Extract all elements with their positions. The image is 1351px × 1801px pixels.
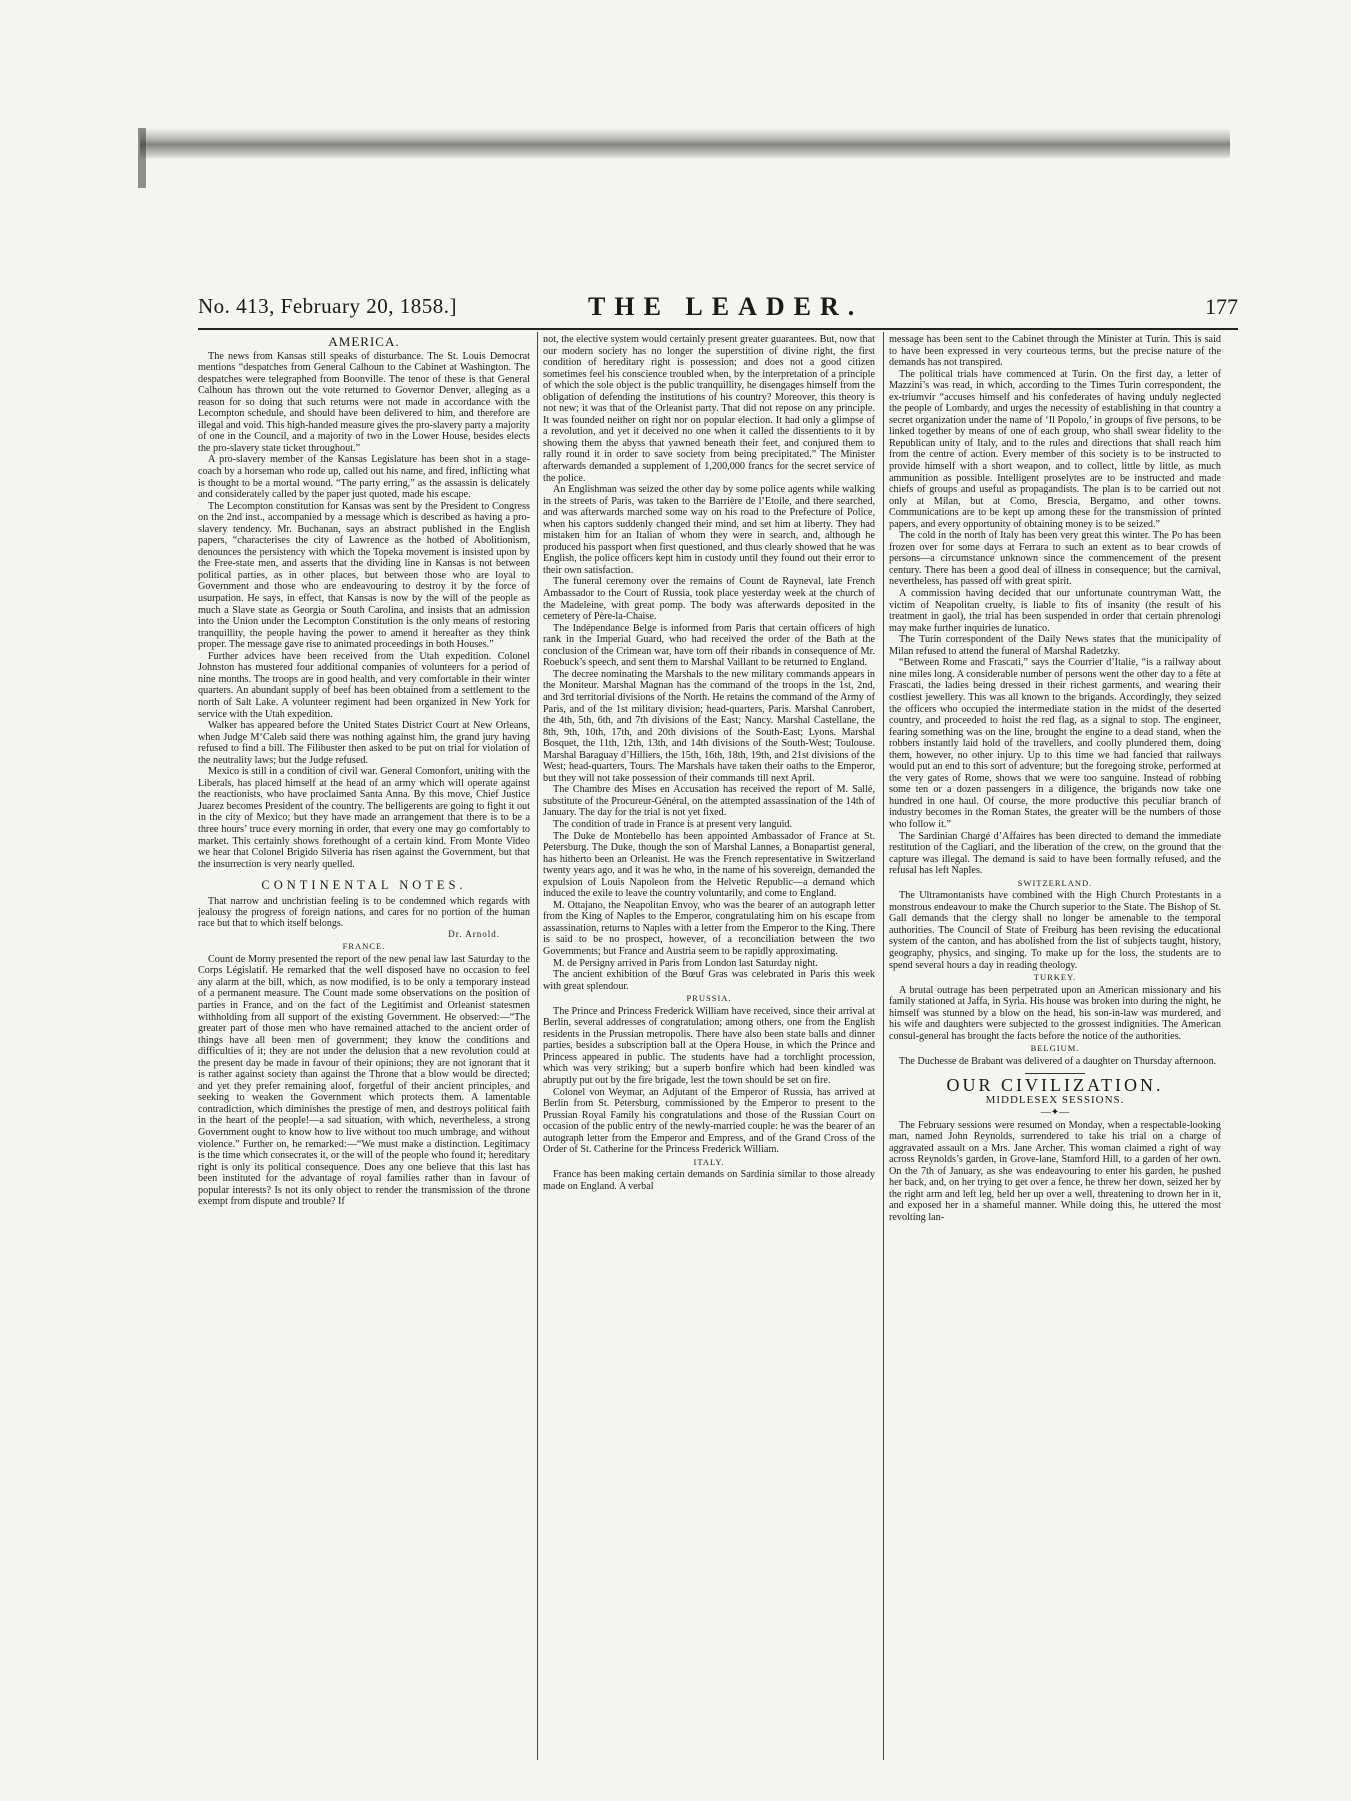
paragraph: The cold in the north of Italy has been very great this winter. The Po has been frozen over for some days at Ferrara to such an extent as to bear crowds of persons—a circumstance unknown since the commencement of the present century. There has been a good deal of illness in consequence; but the carnival, nevertheless, has passed off with great spirit.: [889, 530, 1221, 588]
paragraph: The Duke de Montebello has been appointed Ambassador of France at St. Petersburg. The Duke, though the son of Marshal Lannes, a Bonapartist general, has hitherto been an Orleanist. He was the French representative in Switzerland twenty years ago, and it was he who, in the name of his sovereign, demanded the expulsion of Louis Napoleon from the Helvetic Republic—a demand which induced the exile to leave the country voluntarily, and come to England.: [543, 830, 875, 900]
epigraph: That narrow and unchristian feeling is to be condemned which regards with jealousy the progress of foreign nations, and cares for no portion of the human race but that to which itself belongs.: [198, 895, 530, 929]
column-3: [889, 334, 1221, 1760]
middlesex-sessions-heading: MIDDLESEX SESSIONS.: [985, 1094, 1125, 1106]
paragraph: Mexico is still in a condition of civil war. General Comonfort, uniting with the Liberals, has placed himself at the head of an army which will operate against the reactionists, who have proclaimed Santa Anna. By this move, Chief Justice Juarez becomes President of the country. The belligerents are going to fight it out in the city of Mexico; but they have made an arrangement that there is to be a three hours’ truce every morning in order, that every one may go comfortably to market. This certainly shows forethought of a certain kind. From Monte Video we hear that Colonel Brigido Silveria has risen against the Government, but that the insurrection is very nearly quelled.: [198, 766, 530, 870]
paragraph: Count de Morny presented the report of the new penal law last Saturday to the Corps Législatif. He remarked that the well disposed have no occasion to feel any alarm at the bill, which, as now modified, is to be only a temporary instead of a permanent measure. The Count made some observations on the position of parties in France, and on the fact of the Legitimist and Orleanist statesmen withholding from all support of the existing Government. He observed:—“The greater part of those men who have remained attached to the ancient order of things have all been men of government; they know the conditions and difficulties of it; they are not under the delusion that a new revolution could at the present day be made in favour of their opinions; they are not ignorant that it is rather against society than against the Throne that a blow would be directed; and yet they prefer remaining aloof, forgetful of their ancient principles, and seeking to weaken the Government which protects them. A lamentable contradiction, which diminishes the prestige of men, and destroys political faith in the heart of the people!—a sad situation, with which, nevertheless, a strong Government ought to know how to live without too much umbrage, and without violence.” Further on, he remarked:—“We must make a distinction. Legitimacy is the time which consecrates it, or the will of the people who found it; hereditary right is only its political consequence. Does any one believe that this last has been instituted for the advantage of royal families rather than in favour of popular interests? Is not its only object to render the transmission of the throne exempt from dispute and trouble? If: [198, 953, 530, 1208]
paragraph: Further advices have been received from the Utah expedition. Colonel Johnston has mustered four additional companies of volunteers for a period of nine months. The troops are in good health, and very comfortable in their winter quarters. An abundant supply of beef has been obtained from a settlement to the north of Salt Lake. A volunteer regiment had been organized in New York for service with the Utah expedition.: [198, 650, 530, 720]
paragraph: The Duchesse de Brabant was delivered of a daughter on Thursday afternoon.: [899, 1055, 1217, 1067]
column-rule: [883, 332, 884, 1760]
epigraph-attribution: Dr. Arnold.: [448, 928, 500, 939]
belgium-heading: BELGIUM.: [1030, 1043, 1080, 1054]
column-rule: [537, 332, 538, 1760]
paragraph: The decree nominating the Marshals to the new military commands appears in the Moniteur. Marshal Magnan has the command of the troops in the 1st, 2nd, and 3rd territorial divisions of the North. He retains the command of the Army of Paris, and of the 1st military division; head-quarters, Paris. Marshal Canrobert, the 4th, 5th, 6th, and 7th divisions of the East; Nancy. Marshal Castellane, the 8th, 9th, 10th, 17th, and 20th divisions of the South-East; Lyons. Marshal Bosquet, the 11th, 12th, 13th, and 14th divisions of the South-West; Toulouse. Marshal Baraguay d’Hilliers, the 15th, 16th, 18th, 19th, and 21st divisions of the West; head-quarters, Tours. The Marshals have taken their oaths to the Emperor, but they will not take possession of their commands till next April.: [543, 668, 875, 784]
paragraph: The Turin correspondent of the Daily News states that the municipality of Milan refused to attend the funeral of Marshal Radetzky.: [889, 634, 1221, 657]
paragraph: The political trials have commenced at Turin. On the first day, a letter of Mazzini’s was read, in which, according to the Times Turin correspondent, the ex-triumvir “accuses himself and his confederates of having unduly neglected the people of Lombardy, and urges the necessity of establishing in that country a secret organization under the name of ‘Il Popolo,’ in groups of five persons, to be linked together by means of one of each group, who shall swear fidelity to the Republican unity of Italy, and to the rules and directions that shall reach him from the centre of action. Every member of this society is to be instructed to provide himself with a short weapon, and to collect, little by little, as much ammunition as possible. Intelligent proselytes are to be instructed and made chiefs of groups and useful as propagandists. The plan is to be carried out not only at Milan, but at Como, Brescia, Bergamo, and other towns. Communications are to be kept up among these for the transmission of printed papers, and every opportunity of obtaining money is to be seized.”: [889, 368, 1221, 530]
paragraph: A brutal outrage has been perpetrated upon an American missionary and his family stationed at Jaffa, in Syria. His house was broken into during the night, he himself was stunned by a blow on the head, his son-in-law was murdered, and his wife and daughters were subjected to the grossest indignities. The American consul-general has brought the facts before the notice of the authorities.: [889, 984, 1221, 1042]
masthead: [198, 292, 1238, 326]
paragraph: The Indépendance Belge is informed from Paris that certain officers of high rank in the Imperial Guard, who had received the order of the Bath at the conclusion of the Crimean war, have torn off their ribands in consequence of Mr. Roebuck’s speech, and sent them to Marshal Vaillant to be returned to England.: [543, 622, 875, 669]
issue-date: No. 413, February 20, 1858.]: [198, 294, 457, 318]
paragraph: The Prince and Princess Frederick William have received, since their arrival at Berlin, several addresses of congratulation; among others, one from the English residents in the Prussian metropolis. There have also been state balls and dinner parties, besides a subscription ball at the Opera House, in which the Prince and Princess appeared in public. The students have had a torchlight procession, which was very striking; but a superb bonfire which had been kindled was abruptly put out by the fire brigade, lest the town should be set on fire.: [543, 1005, 875, 1086]
paragraph: The February sessions were resumed on Monday, when a respectable-looking man, named John Reynolds, surrendered to take his trial on a charge of aggravated assault on a Mrs. Jane Archer. This woman claimed a right of way across Reynolds’s garden, in Grove-lane, Stamford Hill, to a garden of her own. On the 7th of January, as she was endeavouring to enter his garden, he pushed her back, and, on her trying to get over a fence, he threw her down, seized her by the right arm and left leg, held her up over a well, threatening to drown her in it, and exposed her in a shameful manner. While doing this, he uttered the most revolting lan-: [889, 1119, 1221, 1223]
newspaper-title: THE LEADER.: [588, 292, 864, 321]
column-1: [198, 334, 530, 1760]
paragraph: not, the elective system would certainly present greater guarantees. But, now that our modern society has no longer the superstition of divine right, the first condition of hereditary right is possession; and does not a good citizen sometimes feel his conscience troubled when, by the interpretation of a principle of which the sole object is the public tranquillity, he disengages himself from the obligation of defending the institutions of his country? Moreover, this theory is not new; it was that of the Orleanist party. That did not repose on any principle. It was founded neither on right nor on popular election. It had only a glimpse of a revolution, and yet it deceived no one when it called the dissentients to it by showing them the abyss that yawned beneath their feet, and conjured them to rally round it in order to save society from being precipitated.” The Minister afterwards demanded a supplement of 1,200,000 francs for the secret service of the police.: [543, 334, 875, 484]
paragraph: France has been making certain demands on Sardinia similar to those already made on England. A verbal: [543, 1169, 875, 1192]
america-heading: AMERICA.: [328, 334, 400, 349]
paragraph: The Chambre des Mises en Accusation has received the report of M. Sallé, substitute of the Procureur-Général, on the attempted assassination of the 14th of January. The day for the trial is not yet fixed.: [543, 784, 875, 819]
paragraph: The Ultramontanists have combined with the High Church Protestants in a monstrous endeavour to make the Church superior to the State. The Bishop of St. Gall demands that the clergy shall no longer be amenable to the temporal authorities. The Council of State of Freiburg has been revising the educational system of the canton, and has abolished from the list of subjects taught, history, geography, physics, and singing. To make up for the loss, the students are to spend several hours a day in reading theology.: [889, 890, 1221, 971]
prussia-heading: PRUSSIA.: [686, 993, 732, 1004]
paragraph: The Lecompton constitution for Kansas was sent by the President to Congress on the 2nd inst., accompanied by a message which is described as having a pro-slavery tendency. Mr. Buchanan, says an abstract published in the English papers, “characterises the city of Lawrence as the hotbed of Abolitionism, denounces the persistency with which the Topeka movement is insisted upon by the Free-state men, and asserts that the dividing line in Kansas is not between political parties, as in other places, but between those who are loyal to Government and those who are endeavouring to destroy it by the force of usurpation. He says, in effect, that Kansas is now by the will of the people as much a Slave state as Georgia or South Carolina, and insists that an admission into the Union under the Lecompton Constitution is the only means of restoring tranquillity, the people having the power to amend it hereafter as they think proper. The message gave rise to animated proceedings in both Houses.”: [198, 500, 530, 651]
paragraph: A commission having decided that our unfortunate countryman Watt, the victim of Neapolitan cruelty, is liable to fits of insanity (the result of his treatment in gaol), the trial has been suspended in order that certain phrenologi may make further inquiries de lunatico.: [889, 588, 1221, 634]
column-2: [543, 334, 875, 1760]
paragraph: M. Ottajano, the Neapolitan Envoy, who was the bearer of an autograph letter from the King of Naples to the Emperor, congratulating him on his escape from assassination, returns to Naples with a letter from the Emperor to the King. There is said to be no prospect, however, of a reconciliation between the two Governments; but France and Austria seem to be rapidly approximating.: [543, 899, 875, 957]
paragraph: Walker has appeared before the United States District Court at New Orleans, when Judge M‘Caleb said there was nothing against him, the grand jury having refused to find a bill. The Filibuster then asked to be put on trial for violation of the neutrality laws; but the Judge refused.: [198, 720, 530, 766]
paragraph: The funeral ceremony over the remains of Count de Rayneval, late French Ambassador to the Court of Russia, took place yesterday week at the church of the Madeleine, with great pomp. The body was afterwards deposited in the cemetery of Père-la-Chaise.: [543, 576, 875, 623]
ornament-icon: —✦—: [1040, 1106, 1070, 1118]
paragraph: An Englishman was seized the other day by some police agents while walking in the streets of Paris, was taken to the Barrière de l’Etoile, and there searched, and was afterwards marched some way on his road to the Prefecture of Police, when his captors suddenly changed their mind, and set him at liberty. They had mistaken him for an Italian of whom they were in search, and, although he produced his passport when first questioned, and thus clearly showed that he was English, the police officers kept him in custody until they found out their error to their own satisfaction.: [543, 484, 875, 576]
switzerland-heading: SWITZERLAND.: [1017, 877, 1093, 888]
section-rule: [1025, 1073, 1085, 1074]
paragraph: The ancient exhibition of the Bœuf Gras was celebrated in Paris this week with great splendour.: [543, 969, 875, 992]
paragraph: message has been sent to the Cabinet through the Minister at Turin. This is said to have been expressed in very courteous terms, but the precise nature of the demands has not transpired.: [889, 334, 1221, 369]
paragraph: M. de Persigny arrived in Paris from London last Saturday night.: [553, 957, 818, 969]
masthead-rule: [198, 328, 1238, 330]
paragraph: The Sardinian Chargé d’Affaires has been directed to demand the immediate restitution of the Cagliari, and the liberation of the crew, on the ground that the capture was illegal. The demand is said to have been formally refused, and the refusal has left Naples.: [889, 830, 1221, 877]
italy-heading: ITALY.: [693, 1156, 725, 1167]
our-civilization-heading: OUR CIVILIZATION.: [946, 1075, 1164, 1096]
page-number: 177: [1205, 294, 1238, 319]
france-heading: FRANCE.: [342, 941, 386, 952]
continental-notes-heading: CONTINENTAL NOTES.: [261, 878, 467, 893]
paragraph: The news from Kansas still speaks of disturbance. The St. Louis Democrat mentions “despatches from General Calhoun to the Cabinet at Washington. The despatches were telegraphed from Boonville. The tenor of these is that General Calhoun has thrown out the vote returned to Governor Denver, alleging as a reason for so doing that such returns were not made in accordance with the Lecompton schedule, and should have been delivered to him, and therefore are illegal and void. This high-handed measure gives the pro-slavery party a majority of one in the Council, and a majority of two in the Lower House, besides elects the pro-slavery state ticket throughout.”: [198, 350, 530, 454]
paragraph: Colonel von Weymar, an Adjutant of the Emperor of Russia, has arrived at Berlin from St. Petersburg, commissioned by the Emperor to present to the Prussian Royal Family his congratulations and those of the Russian Court on occasion of the public entry of the newly-married couple: he was the bearer of an autograph letter from the Emperor and Empress, and of the Grand Cross of the Order of St. Catherine for the Princess Frederick William.: [543, 1086, 875, 1156]
paragraph: “Between Rome and Frascati,” says the Courrier d’Italie, “is a railway about nine miles long. A considerable number of persons went the other day to a fête at Frascati, the ladies being dressed in their richest garments, and wearing their costliest jewellery. This was all known to the brigands. Accordingly, they seized the officers who occupied the intermediate station in the midst of the deserted country, and proceeded to hoist the red flag, as a signal to stop. The engineer, fearing something was on the line, brought the engine to a dead stand, when the robbers instantly laid hold of the travellers, and coolly plundered them, doing them, however, no other injury. Up to this time we had fancied that railways would put an end to this sort of adventure; but the foregoing stroke, performed at the very gates of Rome, shows that we were too sanguine. Instead of robbing some ten or a dozen passengers in a diligence, the brigands now take one hundred in one haul. Of course, the more productive this peculiar branch of industry becomes in the Roman States, the greater will be the numbers of those who follow it.”: [889, 657, 1221, 830]
scan-shadow: [140, 128, 1230, 158]
scan-edge: [138, 128, 146, 188]
turkey-heading: TURKEY.: [1033, 972, 1077, 983]
paragraph: A pro-slavery member of the Kansas Legislature has been shot in a stage-coach by a horseman who rode up, called out his name, and fired, inflicting what is thought to be a mortal wound. “The party erring,” as the assassin is delicately and considerately called by the paper just quoted, made his escape.: [198, 454, 530, 501]
paragraph: The condition of trade in France is at present very languid.: [553, 818, 793, 830]
